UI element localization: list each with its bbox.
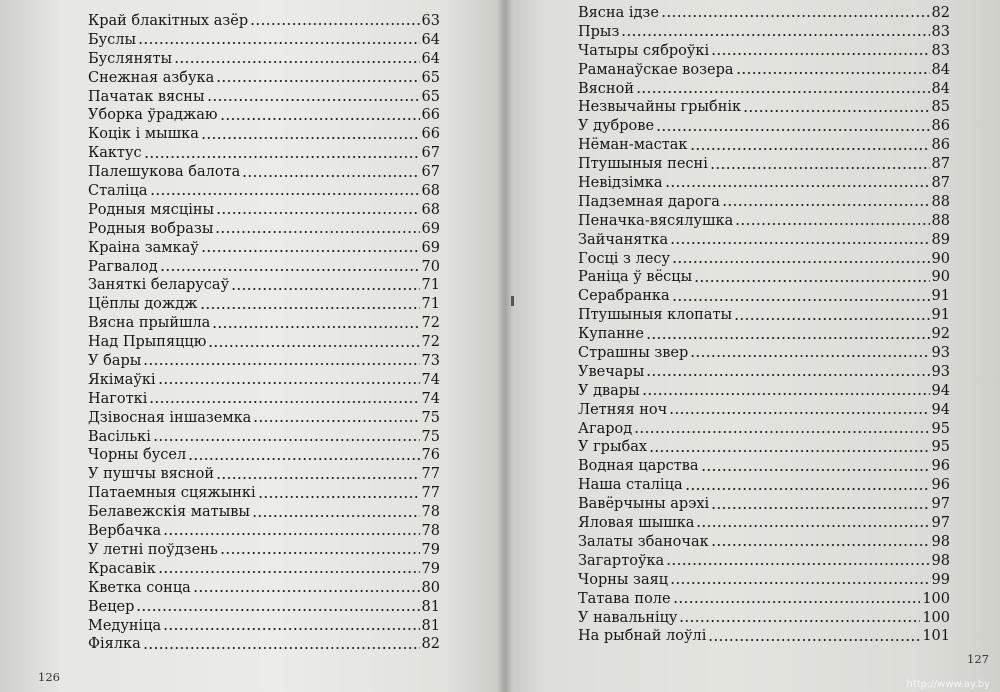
toc-entry [88,220,440,239]
toc-entry [578,609,950,628]
toc-entry [88,579,440,598]
toc-entry-page: 87 [931,175,950,192]
toc-entry [88,31,440,50]
toc-entry-page: 88 [931,193,950,210]
dot-leader [711,507,929,509]
toc-entry [578,438,950,457]
dot-leader [708,639,920,641]
toc-entry-title: У летні поўдзень [88,541,218,558]
toc-entry-page: 90 [931,250,950,267]
toc-entry-title: Вясна прыйшла [88,315,211,332]
dot-leader [212,326,419,328]
toc-entry-page: 72 [421,315,440,332]
dot-leader [216,80,419,82]
toc-entry-title: Сталіца [88,183,148,200]
toc-entry-title: У бары [88,353,142,370]
toc-entry-title: Кактус [88,145,142,162]
dot-leader [160,269,420,271]
watermark: http://www.ay.by [906,679,990,690]
toc-entry-title: Краіна замкаў [88,239,199,256]
dot-leader [136,609,419,611]
toc-entry [88,409,440,428]
toc-entry-title: Чорны заяц [578,571,669,588]
toc-entry-title: Вербачка [88,523,162,540]
toc-entry-page: 97 [931,496,950,513]
toc-entry [88,446,440,465]
dot-leader [163,628,419,630]
toc-entry-page: 81 [421,598,440,615]
dot-leader [193,590,420,592]
dot-leader [670,582,929,584]
toc-entry [578,174,950,193]
toc-entry-page: 89 [931,231,950,248]
toc-entry-title: Бусляняты [88,50,173,67]
toc-entry-page: 74 [421,390,440,407]
toc-right-list [578,4,950,646]
toc-entry-page: 64 [421,50,440,67]
dot-leader [250,23,419,25]
toc-entry-title: Купанне [578,326,644,343]
toc-entry-page: 98 [931,552,950,569]
toc-entry-title: Падземная дарога [578,193,720,210]
toc-entry-title: Птушыныя песні [578,156,708,173]
dot-leader [672,299,930,301]
toc-entry [578,212,950,231]
toc-entry-title: Уборка ўраджаю [88,107,218,124]
toc-entry-title: Невідзімка [578,175,663,192]
toc-entry [88,239,440,258]
toc-entry-title: Белавежскія матывы [88,504,250,521]
toc-entry-title: Страшны звер [578,345,689,362]
toc-entry-title: Красавік [88,560,156,577]
dot-leader [734,318,929,320]
toc-entry [88,560,440,579]
toc-entry-page: 68 [421,183,440,200]
dot-leader [634,431,929,433]
toc-entry-title: Агарод [578,420,633,437]
toc-entry-title: Вясной [578,80,634,97]
toc-entry [578,136,950,155]
dot-leader [694,280,929,282]
toc-entry-page: 98 [931,533,950,550]
toc-entry-page: 81 [421,617,440,634]
toc-entry [578,61,950,80]
toc-entry-title: Кветка сонца [88,579,191,596]
dot-leader [153,439,420,441]
dot-leader [231,288,419,290]
dot-leader [149,401,419,403]
toc-entry [578,23,950,42]
toc-entry-title: Над Прыпяццю [88,334,207,351]
toc-entry-page: 91 [931,288,950,305]
dot-leader [670,242,929,244]
dot-leader [621,34,929,36]
toc-entry-page: 83 [931,23,950,40]
toc-entry-title: Пеначка-вясялушка [578,212,734,229]
toc-entry-page: 93 [931,363,950,380]
toc-entry-page: 78 [421,504,440,521]
toc-entry [88,522,440,541]
toc-entry-page: 67 [421,145,440,162]
dot-leader [215,231,419,233]
toc-entry-title: Вясна ідзе [578,5,659,21]
toc-entry-page: 90 [931,269,950,286]
toc-entry-page: 96 [931,477,950,494]
toc-left-list [88,12,440,654]
toc-entry-page: 85 [931,99,950,116]
page-number-right: 127 [967,652,989,666]
toc-entry [578,514,950,533]
toc-entry [88,617,440,636]
toc-entry [578,495,950,514]
toc-entry [88,258,440,277]
toc-entry-title: У дуброве [578,118,655,135]
toc-entry-title: Медуніца [88,617,162,634]
toc-entry-page: 67 [421,164,440,181]
dot-leader [685,488,930,490]
dot-leader [642,393,930,395]
toc-entry-title: Фіялка [88,636,141,653]
dot-leader [690,355,929,357]
toc-entry-title: Дзівосная іншаземка [88,409,252,426]
toc-entry-page: 86 [931,137,950,154]
dot-leader [656,129,930,131]
toc-entry [578,533,950,552]
book-gutter [497,0,513,692]
toc-entry-page: 86 [931,118,950,135]
toc-entry [578,193,950,212]
toc-entry-page: 80 [421,579,440,596]
toc-entry-page: 69 [421,239,440,256]
toc-entry-title: Рагвалод [88,258,158,275]
dot-leader [252,515,420,517]
toc-entry [578,476,950,495]
toc-entry-title: Палешукова балота [88,164,241,181]
toc-entry [578,42,950,61]
toc-entry-title: Вецер [88,598,135,615]
toc-entry [578,627,950,646]
toc-entry [88,541,440,560]
toc-entry-title: Залаты збаночак [578,533,709,550]
toc-entry-page: 70 [421,258,440,275]
toc-entry [578,98,950,117]
toc-entry [578,552,950,571]
toc-entry [578,382,950,401]
toc-entry [578,363,950,382]
dot-leader [150,193,420,195]
toc-entry [88,106,440,125]
toc-entry-title: Увечары [578,363,645,380]
toc-entry-page: 73 [421,353,440,370]
toc-entry [578,457,950,476]
toc-entry [88,295,440,314]
toc-entry-page: 82 [931,5,950,21]
toc-entry-title: Заняткі беларусаў [88,277,230,294]
toc-entry-title: Летняя ноч [578,401,668,418]
toc-entry-title: Незвычайны грыбнік [578,99,742,116]
dot-leader [138,42,419,44]
dot-leader [646,337,930,339]
toc-entry-title: Птушыныя клопаты [578,307,733,324]
dot-leader [253,420,419,422]
toc-entry-page: 77 [421,485,440,502]
toc-entry-title: У двары [578,382,640,399]
toc-entry-page: 66 [421,126,440,143]
toc-entry [88,503,440,522]
dot-leader [735,223,929,225]
toc-entry-page: 84 [931,61,950,78]
toc-entry-title: Прыз [578,23,620,40]
toc-entry-title: Наготкі [88,390,148,407]
toc-entry-title: Родныя вобразы [88,220,214,237]
toc-entry-page: 64 [421,31,440,48]
toc-entry-title: Якімаўкі [88,371,156,388]
dot-leader [666,563,929,565]
toc-entry-page: 66 [421,107,440,124]
toc-entry-page: 99 [931,571,950,588]
toc-entry [578,590,950,609]
toc-entry-page: 68 [421,201,440,218]
toc-entry [88,371,440,390]
toc-entry [88,484,440,503]
toc-entry-title: Раманаўскае возера [578,61,734,78]
toc-entry-title: Пачатак вясны [88,88,205,105]
toc-entry [578,344,950,363]
toc-entry-page: 71 [421,277,440,294]
toc-entry-title: Загартоўка [578,552,665,569]
toc-entry-title: Край блакітных азёр [88,13,249,29]
toc-entry-title: Нёман-мастак [578,137,688,154]
toc-entry-title: Вавёрчыны арэхі [578,496,710,513]
dot-leader [636,91,930,93]
toc-entry-page: 92 [931,326,950,343]
toc-entry-page: 87 [931,156,950,173]
toc-entry-title: Раніца ў вёсцы [578,269,693,286]
toc-entry [578,325,950,344]
toc-entry-title: Цёплы дождж [88,296,198,313]
gutter-mark [511,296,514,306]
toc-entry [88,12,440,31]
toc-entry-page: 79 [421,560,440,577]
toc-entry [88,635,440,654]
toc-entry-page: 72 [421,334,440,351]
toc-entry-title: Зайчанятка [578,231,669,248]
toc-entry-page: 84 [931,80,950,97]
toc-entry-page: 75 [421,409,440,426]
toc-entry [578,80,950,99]
dot-leader [242,175,419,177]
toc-entry-page: 95 [931,439,950,456]
toc-entry [578,231,950,250]
dot-leader [220,118,420,120]
toc-entry-title: Коцік і мышка [88,126,199,143]
toc-entry [88,314,440,333]
toc-entry [88,465,440,484]
toc-entry-title: Снежная азбука [88,69,215,86]
dot-leader [143,363,419,365]
toc-entry-page: 77 [421,466,440,483]
dot-leader [163,533,419,535]
toc-entry [88,598,440,617]
toc-entry-page: 82 [421,636,440,653]
toc-entry-page: 63 [421,13,440,29]
toc-entry-title: Чорны бусел [88,447,187,464]
toc-entry [88,69,440,88]
toc-entry-page: 78 [421,523,440,540]
toc-entry [88,390,440,409]
toc-entry [88,428,440,447]
dot-leader [216,477,420,479]
toc-entry [88,333,440,352]
toc-entry-title: Патаемныя сцяжынкі [88,485,256,502]
dot-leader [722,204,930,206]
dot-leader [649,450,929,452]
dot-leader [200,307,420,309]
toc-entry [578,4,950,23]
toc-entry-page: 75 [421,428,440,445]
dot-leader [207,99,420,101]
dot-leader [669,412,929,414]
toc-entry-page: 91 [931,307,950,324]
toc-entry-page: 74 [421,371,440,388]
toc-entry-title: Васількі [88,428,151,445]
toc-entry-page: 97 [931,515,950,532]
toc-entry [88,276,440,295]
dot-leader [736,72,930,74]
toc-entry-title: Серабранка [578,288,670,305]
toc-entry [578,420,950,439]
toc-entry-title: У навальніцу [578,609,678,626]
toc-entry-page: 101 [922,628,950,645]
toc-entry-title: У пушчы вясной [88,466,214,483]
dot-leader [201,250,420,252]
toc-entry-title: Буслы [88,31,137,48]
toc-entry-page: 100 [922,590,950,607]
dot-leader [216,212,419,214]
toc-entry-title: Родныя мясціны [88,201,215,218]
toc-entry [578,268,950,287]
toc-entry [88,50,440,69]
toc-entry [88,125,440,144]
dot-leader [144,156,420,158]
toc-entry [578,287,950,306]
toc-entry [88,201,440,220]
toc-entry-title: На рыбнай лоўлі [578,628,707,645]
toc-entry-page: 95 [931,420,950,437]
toc-entry-title: Наша сталіца [578,477,683,494]
toc-entry-page: 76 [421,447,440,464]
dot-leader [174,61,420,63]
toc-entry-page: 69 [421,220,440,237]
toc-entry-title: Госці з лесу [578,250,670,267]
toc-entry-title: Яловая шышка [578,515,695,532]
toc-entry [88,88,440,107]
toc-entry-title: У грыбах [578,439,648,456]
dot-leader [158,382,420,384]
dot-leader [696,525,929,527]
toc-entry-page: 88 [931,212,950,229]
toc-entry-page: 94 [931,382,950,399]
toc-entry-page: 65 [421,88,440,105]
dot-leader [188,458,419,460]
toc-entry [88,163,440,182]
toc-entry-title: Водная царства [578,458,699,475]
dot-leader [690,148,930,150]
dot-leader [710,167,930,169]
dot-leader [646,374,929,376]
dot-leader [258,496,420,498]
dot-leader [143,647,420,649]
toc-entry [88,352,440,371]
toc-entry-page: 94 [931,401,950,418]
dot-leader [220,552,420,554]
toc-entry [88,144,440,163]
dot-leader [711,53,929,55]
toc-entry [88,182,440,201]
dot-leader [661,15,930,17]
toc-entry-title: Чатыры сяброўкі [578,42,710,59]
dot-leader [665,185,930,187]
dot-leader [201,137,420,139]
dot-leader [711,544,930,546]
toc-entry-page: 79 [421,541,440,558]
dot-leader [701,469,930,471]
dot-leader [672,261,930,263]
toc-entry-page: 96 [931,458,950,475]
toc-entry-page: 83 [931,42,950,59]
toc-entry [578,155,950,174]
toc-entry [578,401,950,420]
toc-entry [578,571,950,590]
toc-entry [578,117,950,136]
toc-entry-page: 100 [922,609,950,626]
toc-entry [578,250,950,269]
toc-entry-page: 65 [421,69,440,86]
dot-leader [679,620,920,622]
toc-entry-page: 71 [421,296,440,313]
toc-entry [578,306,950,325]
dot-leader [673,601,921,603]
dot-leader [743,110,929,112]
toc-entry-title: Татава поле [578,590,671,607]
toc-entry-page: 93 [931,345,950,362]
dot-leader [158,571,420,573]
dot-leader [208,345,419,347]
page-number-left: 126 [38,670,60,684]
